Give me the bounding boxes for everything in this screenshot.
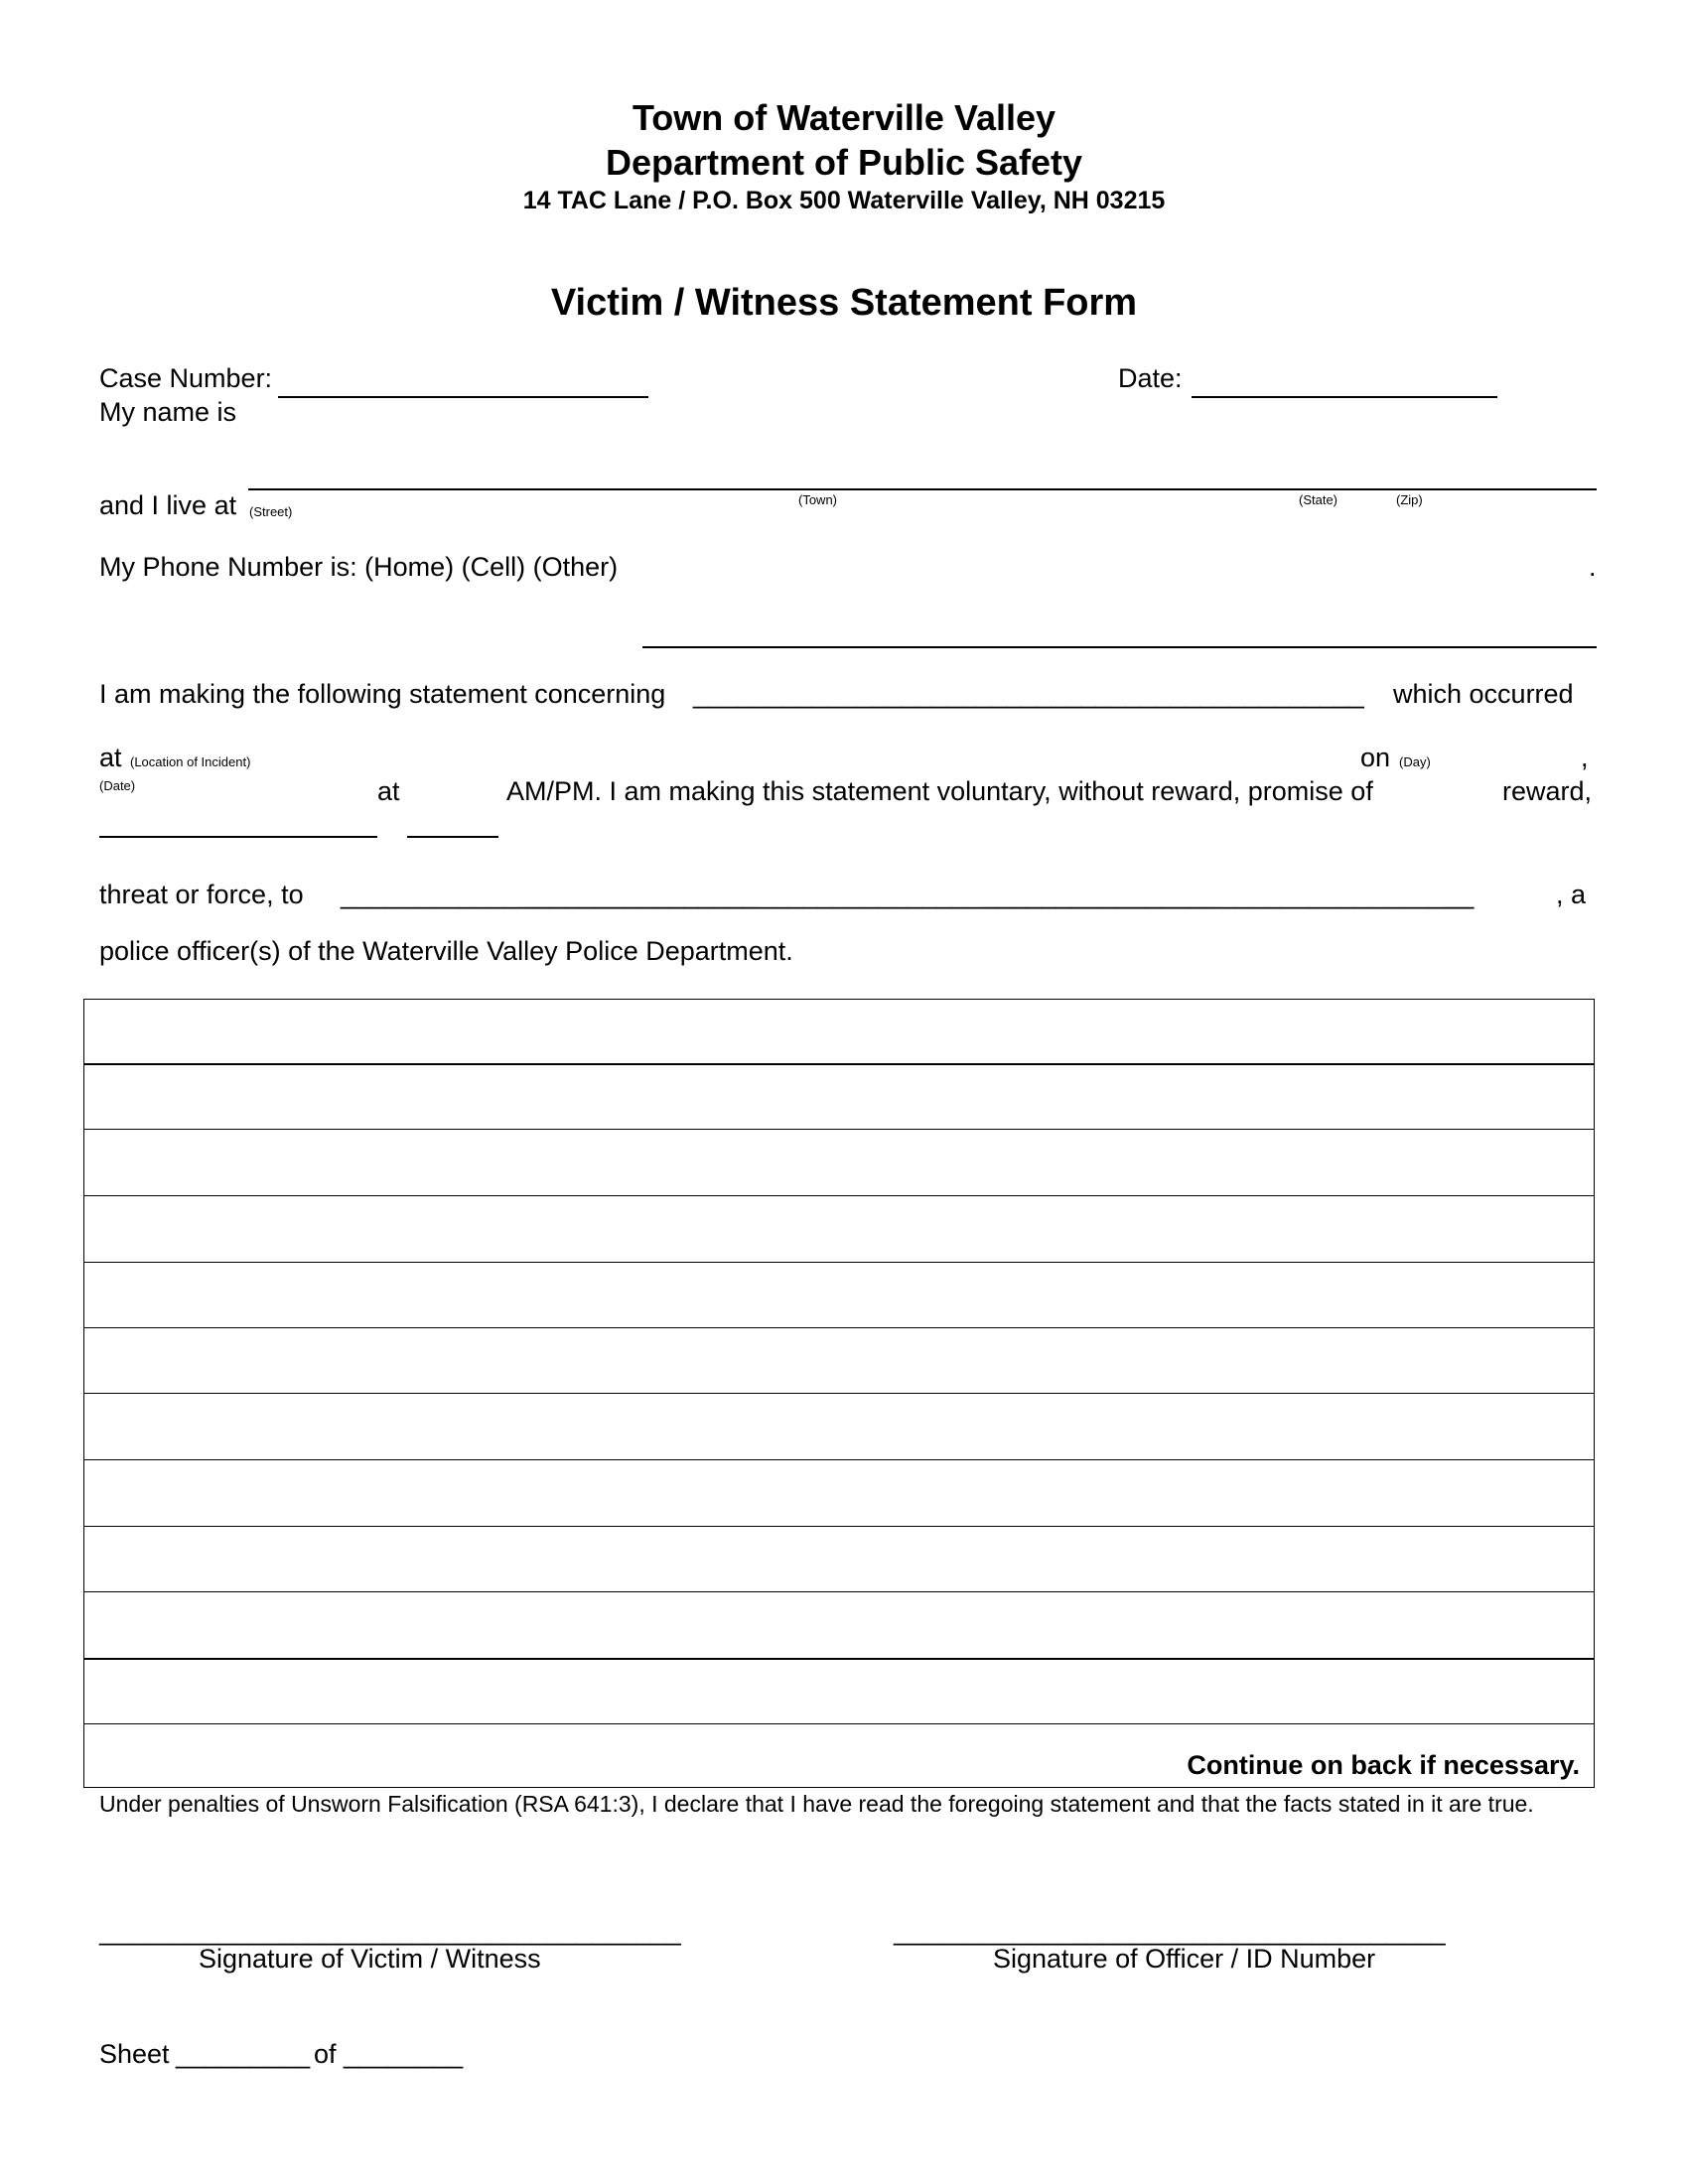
time-at-label: at: [377, 776, 400, 806]
town-hint: (Town): [798, 492, 838, 507]
zip-hint: (Zip): [1396, 492, 1423, 507]
sheet-label: Sheet: [99, 2039, 170, 2069]
statement-line[interactable]: [84, 1658, 1594, 1660]
statement-line[interactable]: [84, 1723, 1594, 1724]
statement-box[interactable]: [83, 999, 1595, 1788]
ampm-statement: AM/PM. I am making this statement voluntary, without reward, promise of: [506, 776, 1373, 806]
statement-line[interactable]: [84, 1591, 1594, 1592]
street-hint: (Street): [249, 504, 293, 519]
date-label: Date:: [1118, 363, 1183, 393]
officer-signature-field[interactable]: _____________________________________: [894, 1916, 1446, 1946]
date-hint: (Date): [99, 778, 136, 793]
location-at-label: at: [99, 743, 122, 772]
officer-signature-label: Signature of Officer / ID Number: [993, 1944, 1376, 1974]
address-field[interactable]: [248, 488, 1597, 490]
phone-field[interactable]: [642, 646, 1597, 648]
threat-label: threat or force, to: [99, 880, 304, 909]
reward-label: reward,: [1502, 776, 1593, 806]
location-hint: (Location of Incident): [130, 754, 251, 769]
statement-line[interactable]: [84, 1063, 1594, 1065]
officer-name-field[interactable]: ____________________________________________________________________________: [341, 880, 1475, 909]
sheet-of-label: of: [314, 2039, 337, 2069]
department-name: Department of Public Safety: [605, 142, 1083, 183]
state-hint: (State): [1299, 492, 1338, 507]
incident-date-field[interactable]: [99, 836, 377, 838]
org-name: Town of Waterville Valley: [632, 97, 1056, 138]
concerning-label: I am making the following statement concerning: [99, 679, 666, 709]
phone-label: My Phone Number is: (Home) (Cell) (Other): [99, 552, 619, 582]
day-comma: ,: [1581, 743, 1589, 772]
victim-signature-label: Signature of Victim / Witness: [199, 1944, 541, 1974]
a-label: , a: [1556, 880, 1587, 909]
on-label: on: [1360, 743, 1391, 772]
incident-time-field[interactable]: [407, 836, 498, 838]
statement-line[interactable]: [84, 1262, 1594, 1263]
name-label: My name is: [99, 397, 237, 427]
statement-line[interactable]: [84, 1393, 1594, 1394]
continue-note: Continue on back if necessary.: [1187, 1750, 1580, 1780]
statement-line[interactable]: [84, 1129, 1594, 1130]
case-number-field[interactable]: [278, 396, 648, 398]
live-at-label: and I live at: [99, 490, 237, 520]
sheet-number-field[interactable]: _________: [176, 2039, 311, 2069]
case-number-label: Case Number:: [99, 363, 273, 393]
statement-line[interactable]: [84, 1459, 1594, 1460]
victim-signature-field[interactable]: _______________________________________: [99, 1916, 681, 1946]
statement-line[interactable]: [84, 1327, 1594, 1328]
statement-line[interactable]: [84, 1195, 1594, 1196]
date-field[interactable]: [1192, 396, 1497, 398]
police-line: police officer(s) of the Waterville Valley Police Department.: [99, 936, 793, 966]
concerning-field[interactable]: _____________________________________________: [693, 679, 1364, 709]
phone-period: .: [1589, 552, 1597, 582]
occurred-label: which occurred: [1393, 679, 1574, 709]
form-title: Victim / Witness Statement Form: [550, 282, 1138, 324]
statement-line[interactable]: [84, 1526, 1594, 1527]
declaration-text: Under penalties of Unsworn Falsification (RSA 641:3), I declare that I have read the foregoing statement and that the facts stated in it are true.: [99, 1791, 1534, 1817]
sheet-total-field[interactable]: ________: [344, 2039, 464, 2069]
department-address: 14 TAC Lane / P.O. Box 500 Waterville Valley, NH 03215: [522, 187, 1166, 214]
day-hint: (Day): [1399, 754, 1431, 769]
